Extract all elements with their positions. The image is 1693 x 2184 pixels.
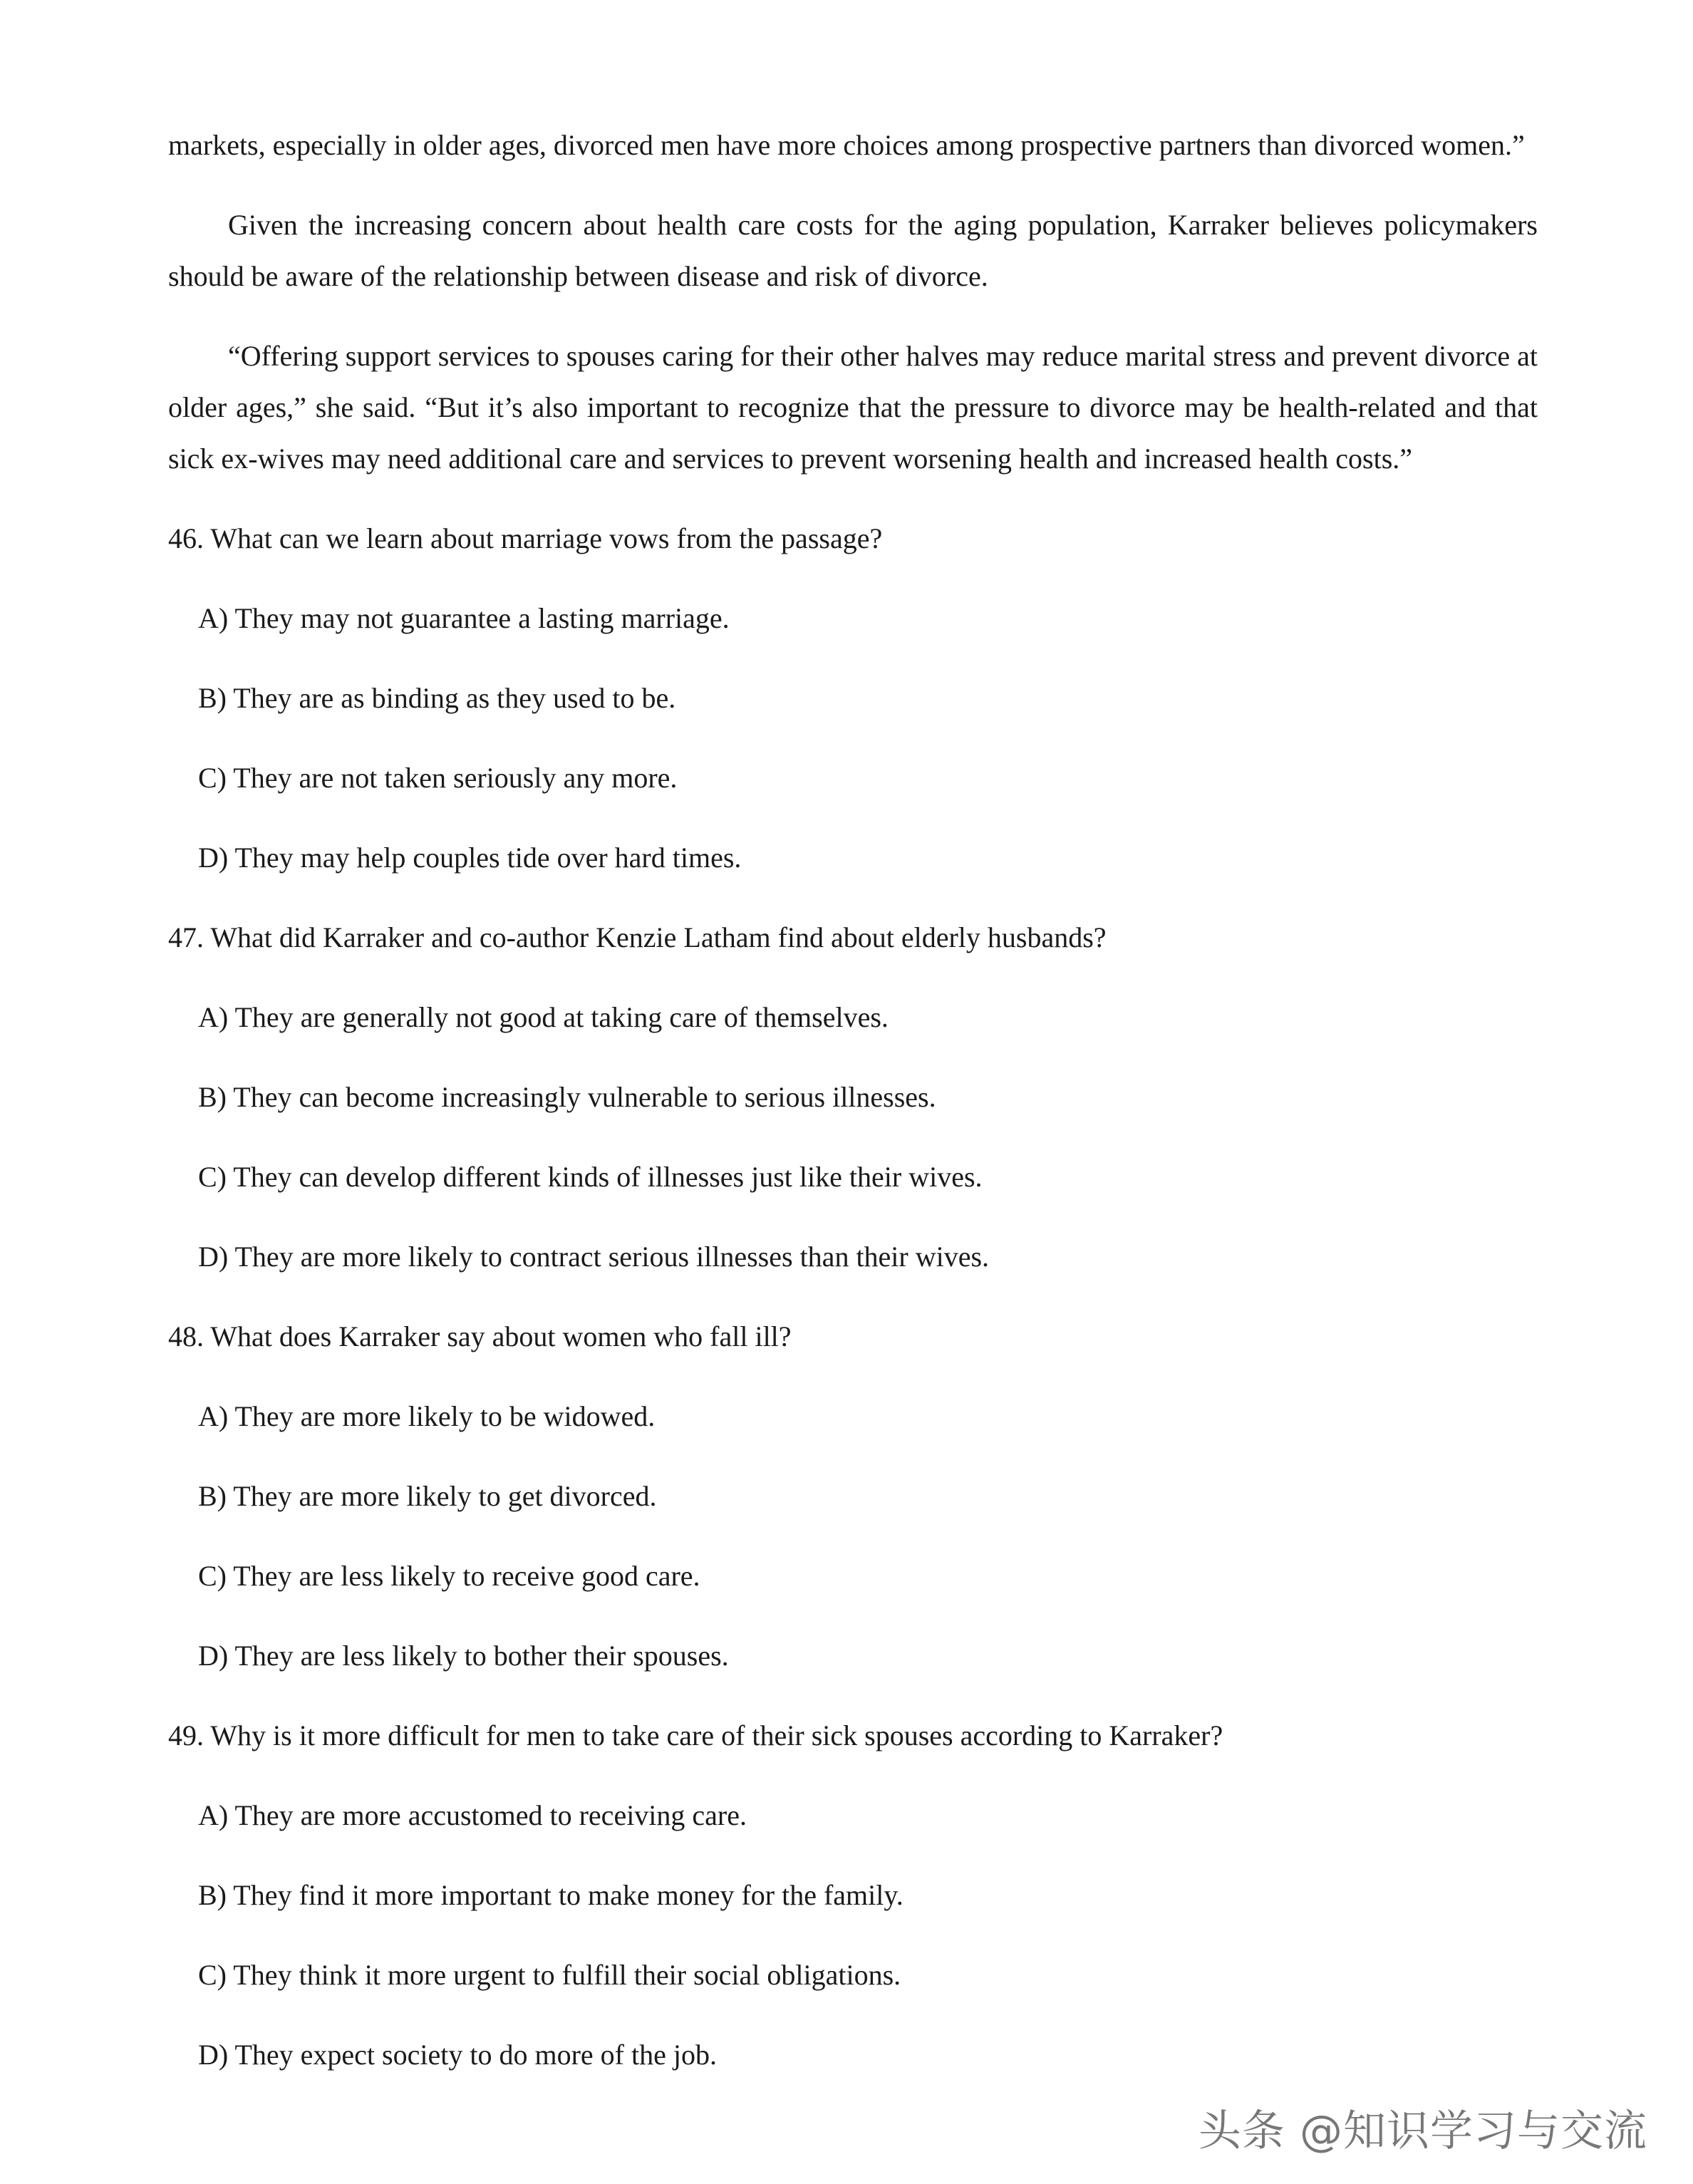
question-48 xyxy=(168,1311,1538,1682)
option-b: B) They are more likely to get divorced. xyxy=(198,1480,657,1512)
question-46 xyxy=(168,513,1538,884)
question-49 xyxy=(168,1710,1538,2081)
option-d: D) They are less likely to bother their spouses. xyxy=(198,1640,729,1672)
option-a: A) They may not guarantee a lasting marriage. xyxy=(198,602,730,634)
option-c: C) They think it more urgent to fulfill their social obligations. xyxy=(198,1959,901,1991)
passage-paragraph: Given the increasing concern about health care costs for the aging population, Karraker believes policymakers should be aware of the relationship between disease and risk of divorce. xyxy=(168,209,1538,292)
option-a: A) They are generally not good at taking care of themselves. xyxy=(198,1001,889,1033)
option-c: C) They can develop different kinds of illnesses just like their wives. xyxy=(198,1161,983,1193)
passage-paragraph: “Offering support services to spouses caring for their other halves may reduce marital stress and prevent divorce at older ages,” she said. “But it’s also important to recognize that the pressure to divorce may be health-related and that sick ex-wives may need additional care and services to prevent worsening health and increased health costs.” xyxy=(168,340,1538,475)
option-a: A) They are more accustomed to receiving care. xyxy=(198,1799,747,1831)
question-stem: 48. What does Karraker say about women who fall ill? xyxy=(168,1320,792,1352)
option-a: A) They are more likely to be widowed. xyxy=(198,1400,656,1432)
question-stem: 47. What did Karraker and co-author Kenzie Latham find about elderly husbands? xyxy=(168,921,1107,953)
passage-paragraph: markets, especially in older ages, divorced men have more choices among prospective partners than divorced women.” xyxy=(168,129,1525,161)
option-b: B) They find it more important to make money for the family. xyxy=(198,1879,904,1911)
option-b: B) They are as binding as they used to be. xyxy=(198,682,676,714)
option-d: D) They may help couples tide over hard times. xyxy=(198,842,742,874)
watermark: 头条 @知识学习与交流 xyxy=(1198,2106,1647,2156)
question-stem: 46. What can we learn about marriage vows from the passage? xyxy=(168,522,883,554)
document-page xyxy=(168,120,1538,2109)
option-d: D) They are more likely to contract serious illnesses than their wives. xyxy=(198,1241,990,1273)
option-c: C) They are less likely to receive good care. xyxy=(198,1560,700,1592)
option-c: C) They are not taken seriously any more. xyxy=(198,762,678,794)
question-47 xyxy=(168,912,1538,1283)
option-d: D) They expect society to do more of the job. xyxy=(198,2039,717,2071)
question-stem: 49. Why is it more difficult for men to take care of their sick spouses according to Karraker? xyxy=(168,1719,1223,1751)
option-b: B) They can become increasingly vulnerable to serious illnesses. xyxy=(198,1081,936,1113)
